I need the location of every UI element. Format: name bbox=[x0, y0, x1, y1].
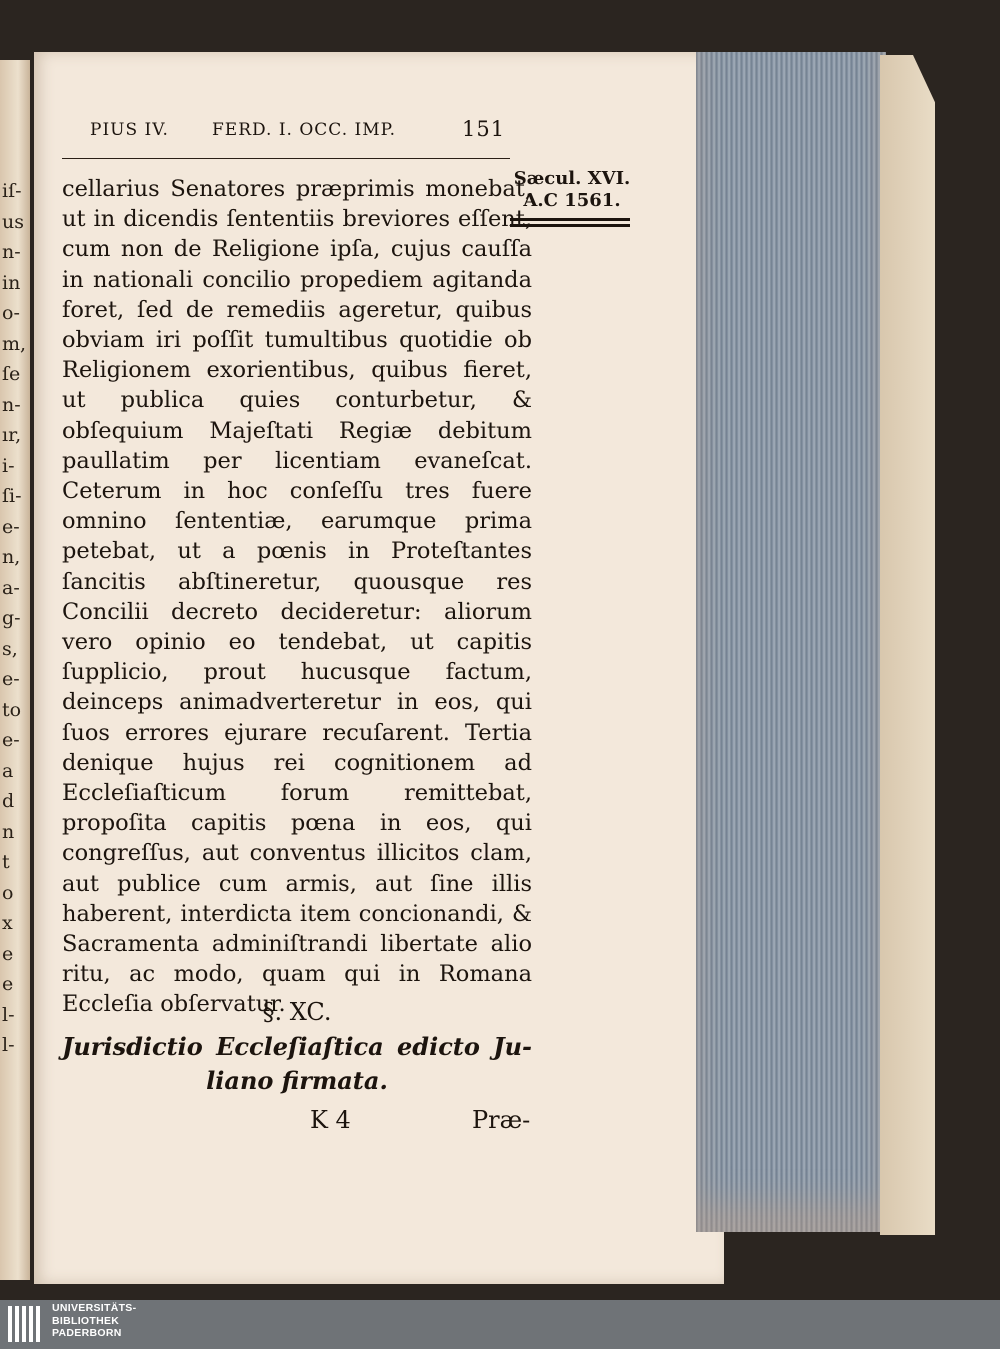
left-page-fragment: n, bbox=[2, 546, 21, 568]
left-page-fragment: ır, bbox=[2, 424, 22, 446]
left-page-fragment: e bbox=[2, 942, 14, 965]
body-text bbox=[62, 174, 532, 1020]
left-page-fragment: o- bbox=[2, 302, 20, 324]
library-name-line-2: BIBLIOTHEK bbox=[52, 1314, 120, 1327]
left-page-fragment: l- bbox=[2, 1003, 15, 1026]
section-title-line-2: liano firmata. bbox=[206, 1066, 388, 1095]
header-rule bbox=[62, 158, 510, 159]
left-page-fragment: g- bbox=[2, 607, 21, 629]
library-footer bbox=[0, 1300, 1000, 1349]
left-page-fragment: m, bbox=[2, 332, 27, 355]
left-page-fragment: e- bbox=[2, 729, 20, 751]
left-page-fragment: a- bbox=[2, 576, 20, 599]
left-page-fragment: ſe bbox=[2, 363, 21, 385]
left-page-fragment: us bbox=[2, 210, 24, 233]
left-page-fragment: n bbox=[2, 820, 15, 843]
running-head bbox=[90, 117, 510, 150]
running-head-left: PIUS IV. bbox=[90, 120, 169, 140]
left-page-fragment: n- bbox=[2, 393, 21, 416]
left-page-fragment: o bbox=[2, 881, 14, 904]
left-page-fragment: l- bbox=[2, 1034, 15, 1056]
body-paragraph: cellarius Senatores præprimis monebat, ut in dicendis ſententiis breviores eſſent, cum non de Religione ipſa, cujus cauſſa in nationali concilio propediem agitanda foret, ſed de remediis ageretur, quibus obviam iri poſſit tumultibus quotidie ob Religionem exorientibus, quibus fieret, ut publica quies conturbetur, & obſequium Majeſtati Regiæ debitum paullatim per licentiam evaneſcat. Ceterum in hoc conſeſſu tres fuere omnino ſententiæ, earumque prima petebat, ut a pœnis in Proteſtantes ſancitis abſtineretur, quousque res Concilii decreto decideretur: aliorum vero opinio eo tendebat, ut capitis ſupplicio, prout hucusque factum, deinceps animadverteretur in eos, qui ſuos errores ejurare recuſarent. Tertia denique hujus rei cognitionem ad Eccleſiaſticum forum remittebat, propoſita capitis pœna in eos, qui congreſſus, aut conventus illicitos clam, aut publice cum armis, aut ſine illis haberent, interdicta item concionandi, & Sacramenta adminiſtrandi libertate alio ritu, ac modo, quam qui in Romana Eccleſia obſervatur. bbox=[62, 176, 532, 1018]
left-page-edge bbox=[0, 60, 30, 1280]
library-logo-icon bbox=[8, 1306, 44, 1342]
library-name-line-3: PADERBORN bbox=[52, 1327, 122, 1339]
left-page-fragment: e- bbox=[2, 668, 20, 690]
left-page-fragment: x bbox=[2, 912, 13, 934]
signature-mark: K 4 bbox=[310, 1106, 351, 1134]
page-edges bbox=[696, 52, 886, 1232]
left-page-fragment: a bbox=[2, 759, 14, 782]
left-page-fragment: t bbox=[2, 851, 10, 873]
left-page-fragment: s, bbox=[2, 637, 18, 660]
left-page-fragment: e bbox=[2, 973, 14, 995]
margin-note-century: Sæcul. XVI. bbox=[513, 168, 631, 189]
section-title-line-1: Jurisdictio Eccleſiaſtica edicto Ju- bbox=[62, 1032, 532, 1061]
library-logo-text bbox=[52, 1302, 136, 1340]
left-page-fragment: ſi- bbox=[2, 485, 22, 507]
left-page-fragment: i- bbox=[2, 454, 15, 477]
running-head-center: FERD. I. OCC. IMP. bbox=[212, 120, 397, 140]
left-page-fragment: n- bbox=[2, 241, 21, 263]
catchword: Præ- bbox=[472, 1106, 531, 1134]
left-page-fragment: in bbox=[2, 271, 21, 294]
left-page-fragment: iſ- bbox=[2, 180, 22, 202]
section-number: §. XC. bbox=[262, 998, 332, 1026]
left-page-fragment: d bbox=[2, 790, 15, 812]
library-name-line-1: UNIVERSITÄTS- bbox=[52, 1302, 137, 1314]
page-number: 151 bbox=[462, 117, 506, 141]
left-page-fragment: to bbox=[2, 698, 22, 721]
left-page-fragment: e- bbox=[2, 515, 20, 538]
margin-note-year: A.C 1561. bbox=[523, 190, 621, 211]
book-cover bbox=[880, 55, 935, 1235]
